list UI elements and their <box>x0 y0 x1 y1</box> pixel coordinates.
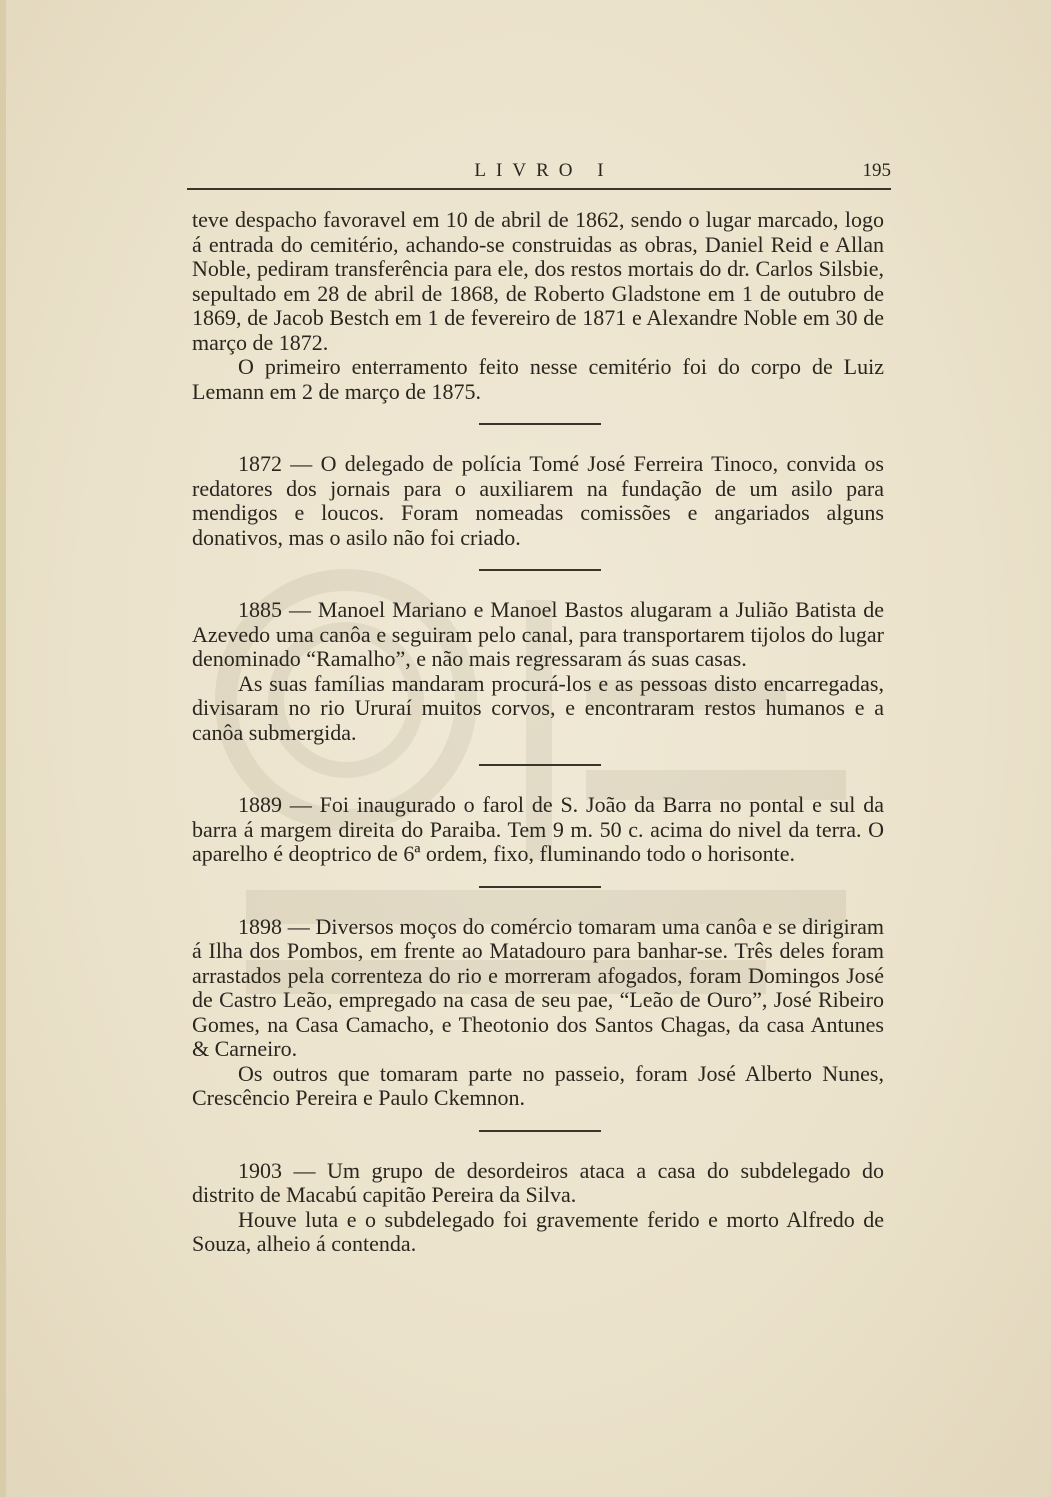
paragraph: Os outros que tomaram parte no passeio, foram José Alberto Nunes, Crescêncio Pereira e Paulo Ckemnon. <box>192 1060 884 1110</box>
page-number: 195 <box>862 160 891 181</box>
entry-1903 <box>192 1159 884 1257</box>
running-title: LIVRO I <box>474 160 614 181</box>
entry-1872 <box>192 452 884 550</box>
paragraph: 1885 — Manoel Mariano e Manoel Bastos alugaram a Julião Batista de Azevedo uma canôa e seguiram pelo canal, para transportarem tijolos do lugar denominado “Ramalho”, e não mais regressaram ás suas casas. <box>192 597 884 671</box>
section-divider <box>479 764 601 766</box>
section-divider <box>479 423 601 425</box>
paragraph: O primeiro enterramento feito nesse cemitério foi do corpo de Luiz Lemann em 2 de março de 1875. <box>192 354 884 404</box>
entry-cemetery-continued <box>192 208 884 404</box>
entry-1889 <box>192 793 884 867</box>
entry-1898 <box>192 915 884 1111</box>
paragraph: 1903 — Um grupo de desordeiros ataca a casa do subdelegado do distrito de Macabú capitão Pereira da Silva. <box>192 1157 884 1207</box>
paragraph: teve despacho favoravel em 10 de abril de 1862, sendo o lugar marcado, logo á entrada do cemitério, achando-se construidas as obras, Daniel Reid e Allan Noble, pediram transferência para ele, dos restos mortais do dr. Carlos Silsbie, sepultado em 28 de abril de 1868, de Roberto Gladstone em 1 de outubro de 1869, de Jacob Bestch em 1 de fevereiro de 1871 e Alexandre Noble em 30 de março de 1872. <box>192 207 884 355</box>
section-divider <box>479 569 601 571</box>
paragraph: Houve luta e o subdelegado foi gravemente ferido e morto Alfredo de Souza, alheio á contenda. <box>192 1206 884 1256</box>
paragraph: 1872 — O delegado de polícia Tomé José Ferreira Tinoco, convida os redatores dos jornais para o auxiliarem na fundação de um asilo para mendigos e loucos. Foram nomeadas comissões e angariados alguns donativos, mas o asilo não foi criado. <box>192 451 884 550</box>
section-divider <box>479 886 601 888</box>
entry-1885 <box>192 598 884 745</box>
page-body <box>192 208 884 1257</box>
running-header <box>187 160 891 190</box>
paragraph: 1889 — Foi inaugurado o farol de S. João da Barra no pontal e sul da barra á margem direita do Paraiba. Tem 9 m. 50 c. acima do nivel da terra. O aparelho é deoptrico de 6ª ordem, fixo, fluminando todo o horisonte. <box>192 792 884 866</box>
section-divider <box>479 1130 601 1132</box>
paragraph: 1898 — Diversos moços do comércio tomaram uma canôa e se dirigiram á Ilha dos Pombos, em frente ao Matadouro para banhar-se. Três deles foram arrastados pela correnteza do rio e morreram afogados, foram Domingos José de Castro Leão, empregado na casa de seu pae, “Leão de Ouro”, José Ribeiro Gomes, na Casa Camacho, e Theotonio dos Santos Chagas, da casa Antunes & Carneiro. <box>192 913 884 1061</box>
paragraph: As suas famílias mandaram procurá-los e as pessoas disto encarregadas, divisaram no rio Ururaí muitos corvos, e encontraram restos humanos e a canôa submergida. <box>192 670 884 745</box>
